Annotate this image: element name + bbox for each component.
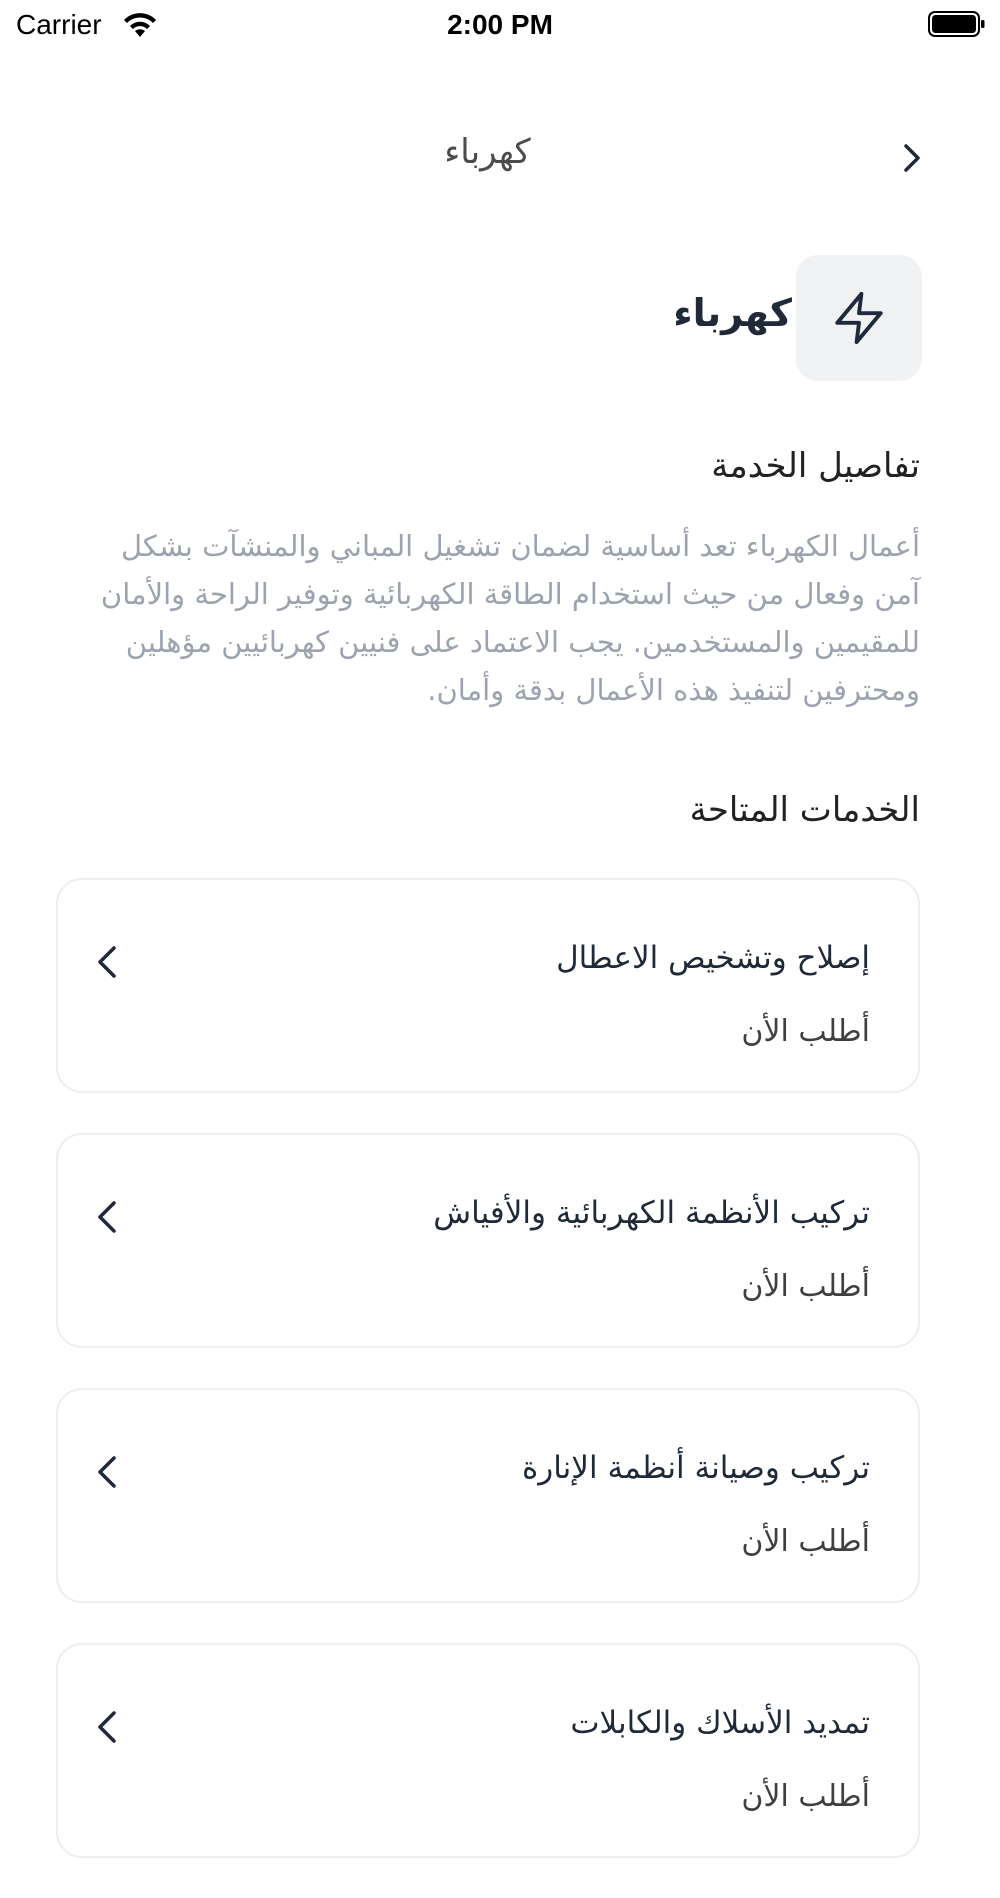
service-card[interactable]	[56, 1643, 920, 1858]
status-bar	[0, 0, 1000, 50]
carrier-label: Carrier	[16, 9, 102, 40]
service-card-title: إصلاح وتشخيص الاعطال	[556, 940, 870, 976]
services-list	[56, 878, 920, 1898]
chevron-left-icon	[86, 940, 130, 984]
chevron-left-icon	[86, 1705, 130, 1749]
available-services-title: الخدمات المتاحة	[689, 790, 920, 830]
service-icon-box	[796, 255, 922, 381]
chevron-left-icon	[86, 1195, 130, 1239]
chevron-right-icon[interactable]	[890, 136, 934, 180]
service-description: أعمال الكهرباء تعد أساسية لضمان تشغيل المباني والمنشآت بشكل آمن وفعال من حيث استخدام الطاقة الكهربائية وتوفير الراحة والأمان للمقيمين والمستخدمين. يجب الاعتماد على فنيين كهربائيين مؤهلين ومحترفين لتنفيذ هذه الأعمال بدقة وأمان.	[100, 529, 920, 707]
battery-icon	[928, 10, 986, 38]
order-now-link[interactable]: أطلب الأن	[741, 1014, 870, 1049]
service-name: كهرباء	[673, 291, 792, 335]
service-header	[0, 255, 1000, 381]
clock: 2:00 PM	[447, 9, 553, 40]
service-card[interactable]	[56, 1133, 920, 1348]
service-card-title: تركيب الأنظمة الكهربائية والأفياش	[433, 1195, 870, 1231]
chevron-left-icon	[86, 1450, 130, 1494]
order-now-link[interactable]: أطلب الأن	[741, 1269, 870, 1304]
service-card-title: تمديد الأسلاك والكابلات	[570, 1705, 870, 1741]
nav-bar	[0, 110, 1000, 200]
service-card[interactable]	[56, 1388, 920, 1603]
order-now-link[interactable]: أطلب الأن	[741, 1524, 870, 1559]
order-now-link[interactable]: أطلب الأن	[741, 1779, 870, 1814]
service-card-title: تركيب وصيانة أنظمة الإنارة	[522, 1450, 870, 1486]
service-card[interactable]	[56, 878, 920, 1093]
nav-title: كهرباء	[444, 132, 531, 172]
service-details-title: تفاصيل الخدمة	[711, 446, 920, 486]
lightning-bolt-icon	[830, 289, 888, 347]
